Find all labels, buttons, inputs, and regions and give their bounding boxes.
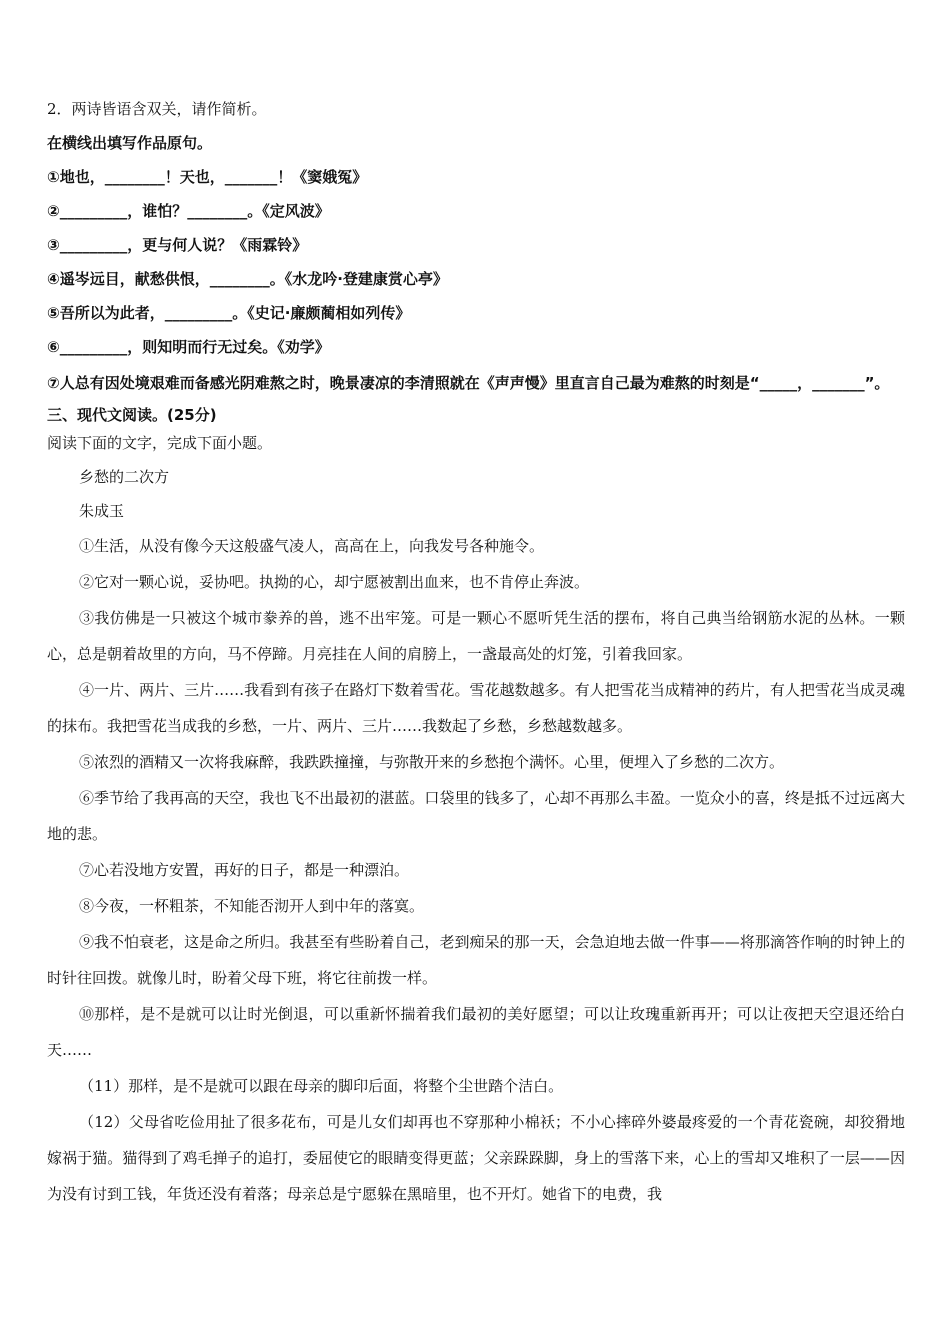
document-page [47, 98, 905, 1212]
fill-item-2: ②_________，谁怕？________。《定风波》 [47, 202, 330, 220]
article-paragraph: ⑩那样，是不是就可以让时光倒退，可以重新怀揣着我们最初的美好愿望；可以让玫瑰重新再开；可以让夜把天空退还给白天…… [47, 1005, 905, 1059]
fill-heading: 在横线出填写作品原句。 [47, 134, 213, 152]
article-title: 乡愁的二次方 [79, 468, 170, 486]
fill-item-1: ①地也，________！天也，_______！《窦娥冤》 [47, 168, 368, 186]
fill-item-4: ④遥岑远目，献愁供恨，________。《水龙吟·登建康赏心亭》 [47, 270, 448, 288]
fill-item-3: ③_________，更与何人说？《雨霖铃》 [47, 236, 308, 254]
article-paragraph: ⑦心若没地方安置，再好的日子，都是一种漂泊。 [79, 861, 410, 879]
question-2: 2．两诗皆语含双关，请作简析。 [47, 100, 267, 118]
article-paragraph: ②它对一颗心说，妥协吧。执拗的心，却宁愿被割出血来，也不肯停止奔波。 [79, 573, 590, 591]
article-paragraph: ⑥季节给了我再高的天空，我也飞不出最初的湛蓝。口袋里的钱多了，心却不再那么丰盈。一览众小的喜，终是抵不过远离大地的悲。 [47, 789, 905, 843]
fill-item-7: ⑦人总有因处境艰难而备感光阴难熬之时，晚景凄凉的李清照就在《声声慢》里直言自己最为难熬的时刻是“_____，_______”。 [47, 374, 890, 392]
article-paragraph: ⑧今夜，一杯粗茶，不知能否沏开人到中年的落寞。 [79, 897, 425, 915]
section-3-instruction: 阅读下面的文字，完成下面小题。 [47, 434, 273, 452]
article-paragraph: ④一片、两片、三片……我看到有孩子在路灯下数着雪花。雪花越数越多。有人把雪花当成精神的药片，有人把雪花当成灵魂的抹布。我把雪花当成我的乡愁，一片、两片、三片……我数起了乡愁，乡愁越数越多。 [47, 681, 905, 735]
section-3-heading: 三、现代文阅读。(25分) [47, 406, 217, 424]
article-paragraph: （12）父母省吃俭用扯了很多花布，可是儿女们却再也不穿那种小棉袄；不小心摔碎外婆最疼爱的一个青花瓷碗，却狡猾地嫁祸于猫。猫得到了鸡毛掸子的追打，委屈使它的眼睛变得更蓝；父亲跺跺脚，身上的雪落下来，心上的雪却又堆积了一层——因为没有讨到工钱，年货还没有着落；母亲总是宁愿躲在黑暗里，也不开灯。她省下的电费，我 [47, 1113, 905, 1203]
article-paragraph: ⑨我不怕衰老，这是命之所归。我甚至有些盼着自己，老到痴呆的那一天，会急迫地去做一件事——将那滴答作响的时钟上的时针往回拨。就像儿时，盼着父母下班，将它往前拨一样。 [47, 933, 905, 987]
fill-item-6: ⑥_________，则知明而行无过矣。《劝学》 [47, 338, 330, 356]
article-author: 朱成玉 [79, 502, 125, 520]
article-paragraph: （11）那样，是不是就可以跟在母亲的脚印后面，将整个尘世踏个洁白。 [79, 1077, 564, 1095]
article-paragraph: ⑤浓烈的酒精又一次将我麻醉，我跌跌撞撞，与弥散开来的乡愁抱个满怀。心里，便埋入了乡愁的二次方。 [79, 753, 785, 771]
article-paragraph: ①生活，从没有像今天这般盛气凌人，高高在上，向我发号各种施令。 [79, 537, 545, 555]
fill-item-5: ⑤吾所以为此者，_________。《史记·廉颇蔺相如列传》 [47, 304, 411, 322]
article-paragraph: ③我仿佛是一只被这个城市豢养的兽，逃不出牢笼。可是一颗心不愿听凭生活的摆布，将自己典当给钢筋水泥的丛林。一颗心，总是朝着故里的方向，马不停蹄。月亮挂在人间的肩膀上，一盏最高处的灯笼，引着我回家。 [47, 609, 905, 663]
